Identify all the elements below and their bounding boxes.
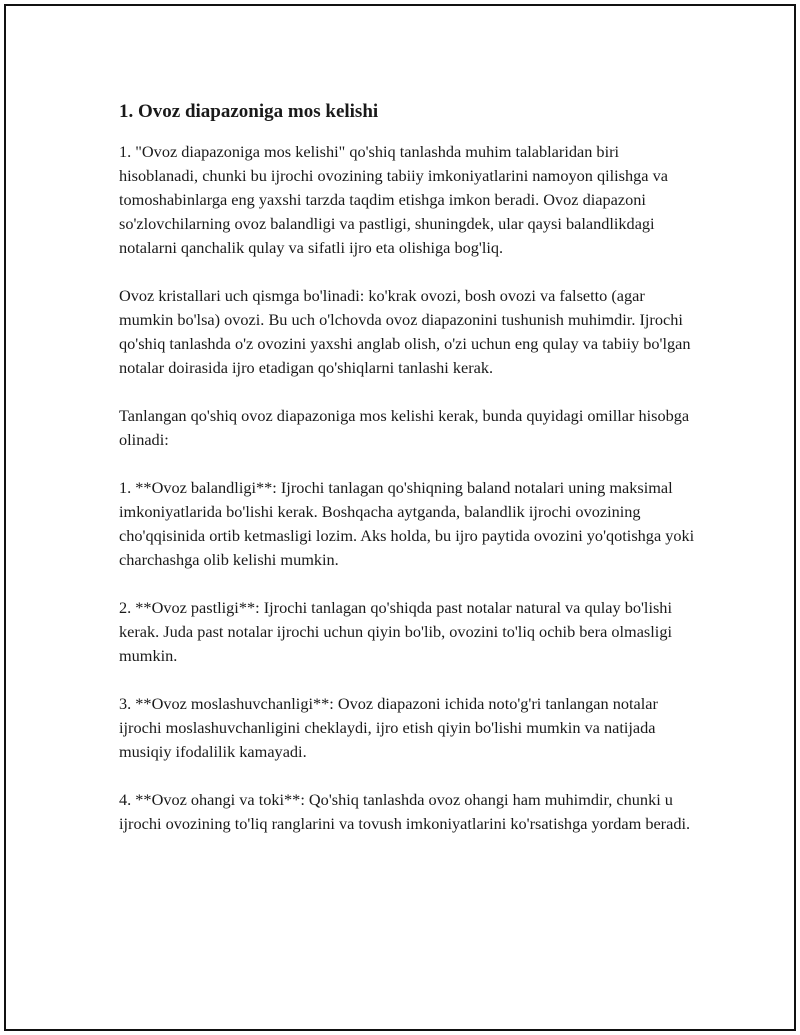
page-frame [4,4,796,1031]
paragraph-factors-intro: Tanlangan qo'shiq ovoz diapazoniga mos kelishi kerak, bunda quyidagi omillar hisobga olinadi: [119,406,690,449]
list-item-flexibility: 3. **Ovoz moslashuvchanligi**: Ovoz diapazoni ichida noto'g'ri tanlangan notalar ijrochi moslashuvchanligini cheklaydi, ijro etish qiyin bo'lishi mumkin va natijada musiqiy ifodalilik kamayadi. [119,694,658,761]
list-item-high-notes: 1. **Ovoz balandligi**: Ijrochi tanlagan qo'shiqning baland notalari uning maksimal imkoniyatlarida bo'lishi kerak. Boshqacha aytganda, balandlik ijrochi ovozining cho'qqisinida ortib ketmasligi lozim. Aks holda, bu ijro paytida ovozini yo'qotishga yoki charchashga olib kelishi mumkin. [119,478,695,569]
list-item-low-notes: 2. **Ovoz pastligi**: Ijrochi tanlagan qo'shiqda past notalar natural va qulay bo'lishi kerak. Juda past notalar ijrochi uchun qiyin bo'lib, ovozini to'liq ochib bera olmasligi mumkin. [119,598,672,665]
document-title: 1. Ovoz diapazoniga mos kelishi [119,101,379,122]
document-body [119,98,699,860]
paragraph-voice-parts: Ovoz kristallari uch qismga bo'linadi: ko'krak ovozi, bosh ovozi va falsetto (agar mumkin bo'lsa) ovozi. Bu uch o'lchovda ovoz diapazonini tushunish muhimdir. Ijrochi qo'shiq tanlashda o'z ovozini yaxshi anglab olish, o'zi uchun eng qulay va tabiiy bo'lgan notalar doirasida ijro etadigan qo'shiqlarni tanlashi kerak. [119,286,691,377]
list-item-tone: 4. **Ovoz ohangi va toki**: Qo'shiq tanlashda ovoz ohangi ham muhimdir, chunki u ijrochi ovozining to'liq ranglarini va tovush imkoniyatlarini ko'rsatishga yordam beradi. [119,790,691,833]
paragraph-intro: 1. "Ovoz diapazoniga mos kelishi" qo'shiq tanlashda muhim talablaridan biri hisoblanadi, chunki bu ijrochi ovozining tabiiy imkoniyatlarini namoyon qilishga va tomoshabinlarga eng yaxshi tarzda taqdim etishga imkon beradi. Ovoz diapazoni so'zlovchilarning ovoz balandligi va pastligi, shuningdek, ular qaysi balandlikdagi notalarni qanchalik qulay va sifatli ijro eta olishiga bog'liq. [119,142,668,257]
